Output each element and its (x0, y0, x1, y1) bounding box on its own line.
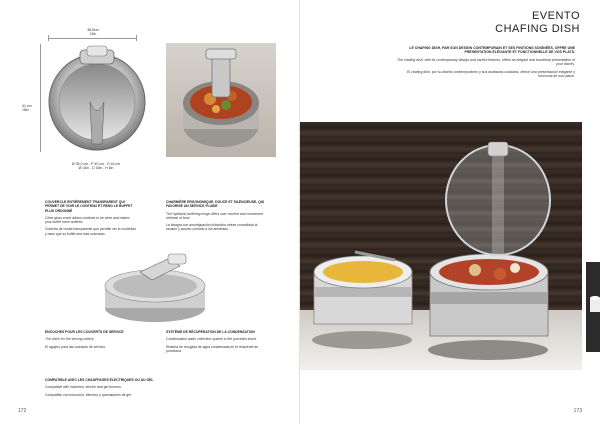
feature-cutlery-notch (45, 330, 140, 349)
intro-fr: LE CHAFING DISH, PAR SON DESIGN CONTEMPORAIN ET SES FINITIONS SOIGNÉES, OFFRE UNE PRÉSENTATION ÉLÉGANTE ET FONCTIONNELLE DE VOS PLATS. (409, 46, 575, 55)
feature-text-es: Sistema de recogida de agua condensada en el recipiente de porcelana. (166, 344, 259, 353)
feature-text-en: The hydraulic buffering hinge offers user comfort and convenient retrieval of food. (166, 211, 263, 220)
series-title (495, 10, 580, 35)
feature-text-en: The notch for the serving cutlery. (45, 337, 95, 342)
feature-title: SYSTÈME DE RÉCUPÉRATION DE LA CONDENSATION (166, 330, 255, 334)
feature-title: CHARNIÈRE ERGONOMIQUE, DOUCE ET SILENCIEUSE, QUI FAVORISE UN SERVICE FLUIDE (166, 200, 265, 209)
intro-text (395, 46, 575, 78)
feature-text-en: Clear glass cover allows contents to be seen and makes your buffet more ordered. (45, 215, 130, 224)
feature-text-es: Cubierta de cristal transparente que permite ver el contenido y hace que su buffet sea más ordenado. (45, 227, 137, 236)
chafing-dish-top-view (42, 44, 152, 154)
feature-text-en: Condensation water collection system in the porcelain insert. (166, 337, 258, 342)
feature-transparent-lid (45, 200, 137, 236)
feature-text-es: La bisagra con amortiguación hidráulica ofrece comodidad al usuario y acceso cómodo a los alimentos. (166, 223, 258, 232)
dimension-drawing (22, 28, 158, 167)
dimension-top-label: 38,5cm 15in (87, 28, 99, 37)
dimension-side-label: 41 cm 16in (22, 104, 32, 113)
feature-title: ENCOCHES POUR LES COUVERTS DE SERVICE (45, 330, 124, 334)
feature-compatibility (45, 378, 245, 397)
page-number-right: 173 (573, 408, 582, 414)
series-line-1: EVENTO (531, 10, 580, 22)
feature-condensation (166, 330, 266, 353)
right-page (300, 0, 600, 424)
intro-es: El chafing dish, por su diseño contemporáneo y sus acabados cuidados, ofrece una presentación elegante y funcional de sus platos. (407, 69, 575, 78)
feature-hinge (166, 200, 266, 232)
product-photo-buffet (300, 122, 582, 370)
feature-text-es: El agujero para las cucharas de servicio. (45, 344, 107, 349)
intro-en: The chafing dish, with its contemporary design and careful finishes, offers an elegant and functional presentation of your dishes. (396, 57, 575, 67)
chafing-dish-side-view (100, 246, 210, 326)
feature-text-es: Compatible con inducción, eléctrico y quemadores de gel. (45, 392, 132, 397)
feature-text-en: Compatible with induction, electric and gel burners. (45, 385, 122, 390)
section-tab (586, 262, 600, 352)
feature-title: COUVERCLE ENTIÈREMENT TRANSPARENT QUI PERMET DE VOIR LE CONTENU ET REND LE BUFFET PLUS ORDONNÉ (45, 200, 133, 213)
dimension-caption: Ø 35,0 cm - P 40 cm - H 16 cm Ø 14in - D 16in - H 6in (71, 162, 121, 171)
page-number-left: 172 (18, 408, 27, 414)
product-photo-food (166, 43, 276, 157)
feature-title: COMPATIBLE AVEC LES CHAUFFAGES ÉLECTRIQUES OU AU GEL (45, 378, 154, 382)
series-line-2: CHAFING DISH (495, 22, 580, 35)
